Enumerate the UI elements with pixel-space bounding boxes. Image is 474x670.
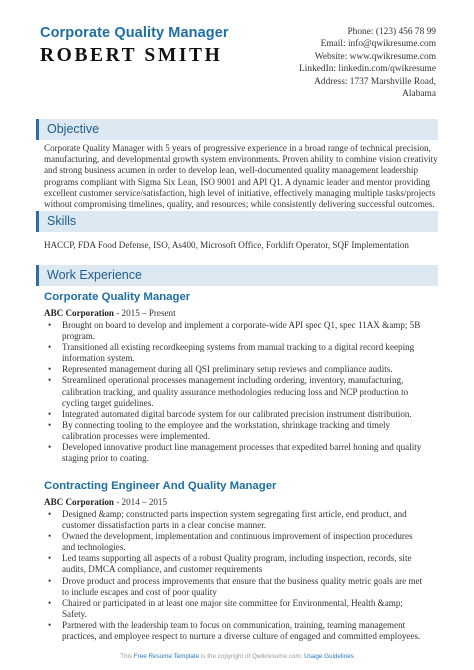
objective-heading: Objective — [47, 122, 100, 136]
job-2-dates: - 2014 – 2015 — [113, 497, 168, 507]
list-item: • Led teams supporting all aspects of a robust Quality program, including inspection, records, site audits, DMCA compliance, and customer requirements — [44, 553, 424, 575]
copyright-footer — [0, 653, 474, 660]
list-item: • Transitioned all existing recordkeeping systems from manual tracking to a digital record keeping information system. — [44, 342, 424, 364]
objective-text: Corporate Quality Manager with 5 years of progressive experience in a broad range of technical precision, manufacturing, and developmental growth system environments. Proven ability to combine vision creativity and strong business acumen in order to develop lean, well-documented quality management leadership programs compliant with Sigma Six Lean, ISO 9001 and API Q1. A dynamic leader and mentor providing excellent customer service/satisfaction, high level of initiative, effectively managing multiple tasks/projects without compromising timelines, quality, and resources; while consistently delivering successful outcomes. — [44, 143, 438, 210]
work-heading-bar — [36, 265, 438, 286]
skills-heading-bar — [36, 211, 438, 232]
job-2-title: Contracting Engineer And Quality Manager — [44, 480, 277, 492]
contact-address-line2: Alabama — [402, 89, 436, 100]
resume-header — [0, 0, 474, 103]
usage-guidelines-link[interactable]: Usage Guidelines — [304, 653, 354, 660]
free-resume-template-link[interactable]: Free Resume Template — [133, 653, 200, 660]
job-2-bullets — [44, 509, 424, 642]
footer-prefix: This — [120, 653, 133, 660]
job-1-dates: - 2015 – Present — [113, 308, 176, 318]
list-item: • Owned the development, implementation and continuous improvement of inspection procedures and technologies. — [44, 531, 424, 553]
list-item: • Developed innovative product line management processes that expedited barrel honing and quality staging prior to coating. — [44, 442, 424, 464]
job-1-company: ABC Corporation — [44, 308, 114, 318]
list-item: • Chaired or participated in at least one major site committee for Environmental, Health &amp; Safety. — [44, 598, 424, 620]
job-1-bullets — [44, 320, 424, 464]
skills-heading: Skills — [47, 214, 77, 228]
list-item: • Streamlined operational processes management including ordering, inventory, manufacturing, calibration tracking, and quality assurance methodologies reducing loss and NCP production to cycling target guidelines. — [44, 375, 424, 408]
footer-middle: is the copyright of Qwikresume.com. — [200, 653, 303, 660]
list-item: • By connecting tooling to the employee and the workstation, shrinkage tracking and timely calibration processes were implemented. — [44, 420, 424, 442]
list-item: • Drove product and process improvements that ensure that the business quality metric goals are met to include escapes and cost of poor quality — [44, 576, 424, 598]
job-2-company: ABC Corporation — [44, 497, 114, 507]
job-1-company-line — [44, 308, 176, 318]
objective-heading-bar — [36, 119, 438, 140]
job-title: Corporate Quality Manager — [40, 25, 229, 41]
list-item: • Designed &amp; constructed parts inspection system segregating first article, end product, and customer dissatisfaction parts in a clear concise manner. — [44, 509, 424, 531]
contact-address-line1: Address: 1737 Marshville Road, — [314, 76, 436, 87]
skills-text: HACCP, FDA Food Defense, ISO, As400, Microsoft Office, Forklift Operator, SQF Implementation — [44, 240, 409, 250]
contact-block — [299, 26, 436, 100]
candidate-name: ROBERT SMITH — [40, 45, 223, 66]
contact-linkedin[interactable]: LinkedIn: linkedin.com/qwikresume — [299, 64, 436, 75]
list-item: • Integrated automated digital barcode system for our calibrated precision instrument distribution. — [44, 409, 424, 420]
job-1-title: Corporate Quality Manager — [44, 291, 191, 303]
contact-website[interactable]: Website: www.qwikresume.com — [314, 51, 436, 62]
contact-email[interactable]: Email: info@qwikresume.com — [320, 39, 436, 50]
list-item: • Represented management during all QSI preliminary setup reviews and compliance audits. — [44, 364, 424, 375]
list-item: • Brought on board to develop and implement a corporate-wide API spec Q1, spec 11AX &amp; 5B program. — [44, 320, 424, 342]
job-2-company-line — [44, 497, 167, 507]
work-heading: Work Experience — [47, 268, 142, 282]
contact-phone: Phone: (123) 456 78 99 — [347, 27, 436, 37]
list-item: • Partnered with the leadership team to focus on communication, training, teaming management practices, and employee respect to nurture a diverse culture of engaged and committed employees. — [44, 620, 424, 642]
